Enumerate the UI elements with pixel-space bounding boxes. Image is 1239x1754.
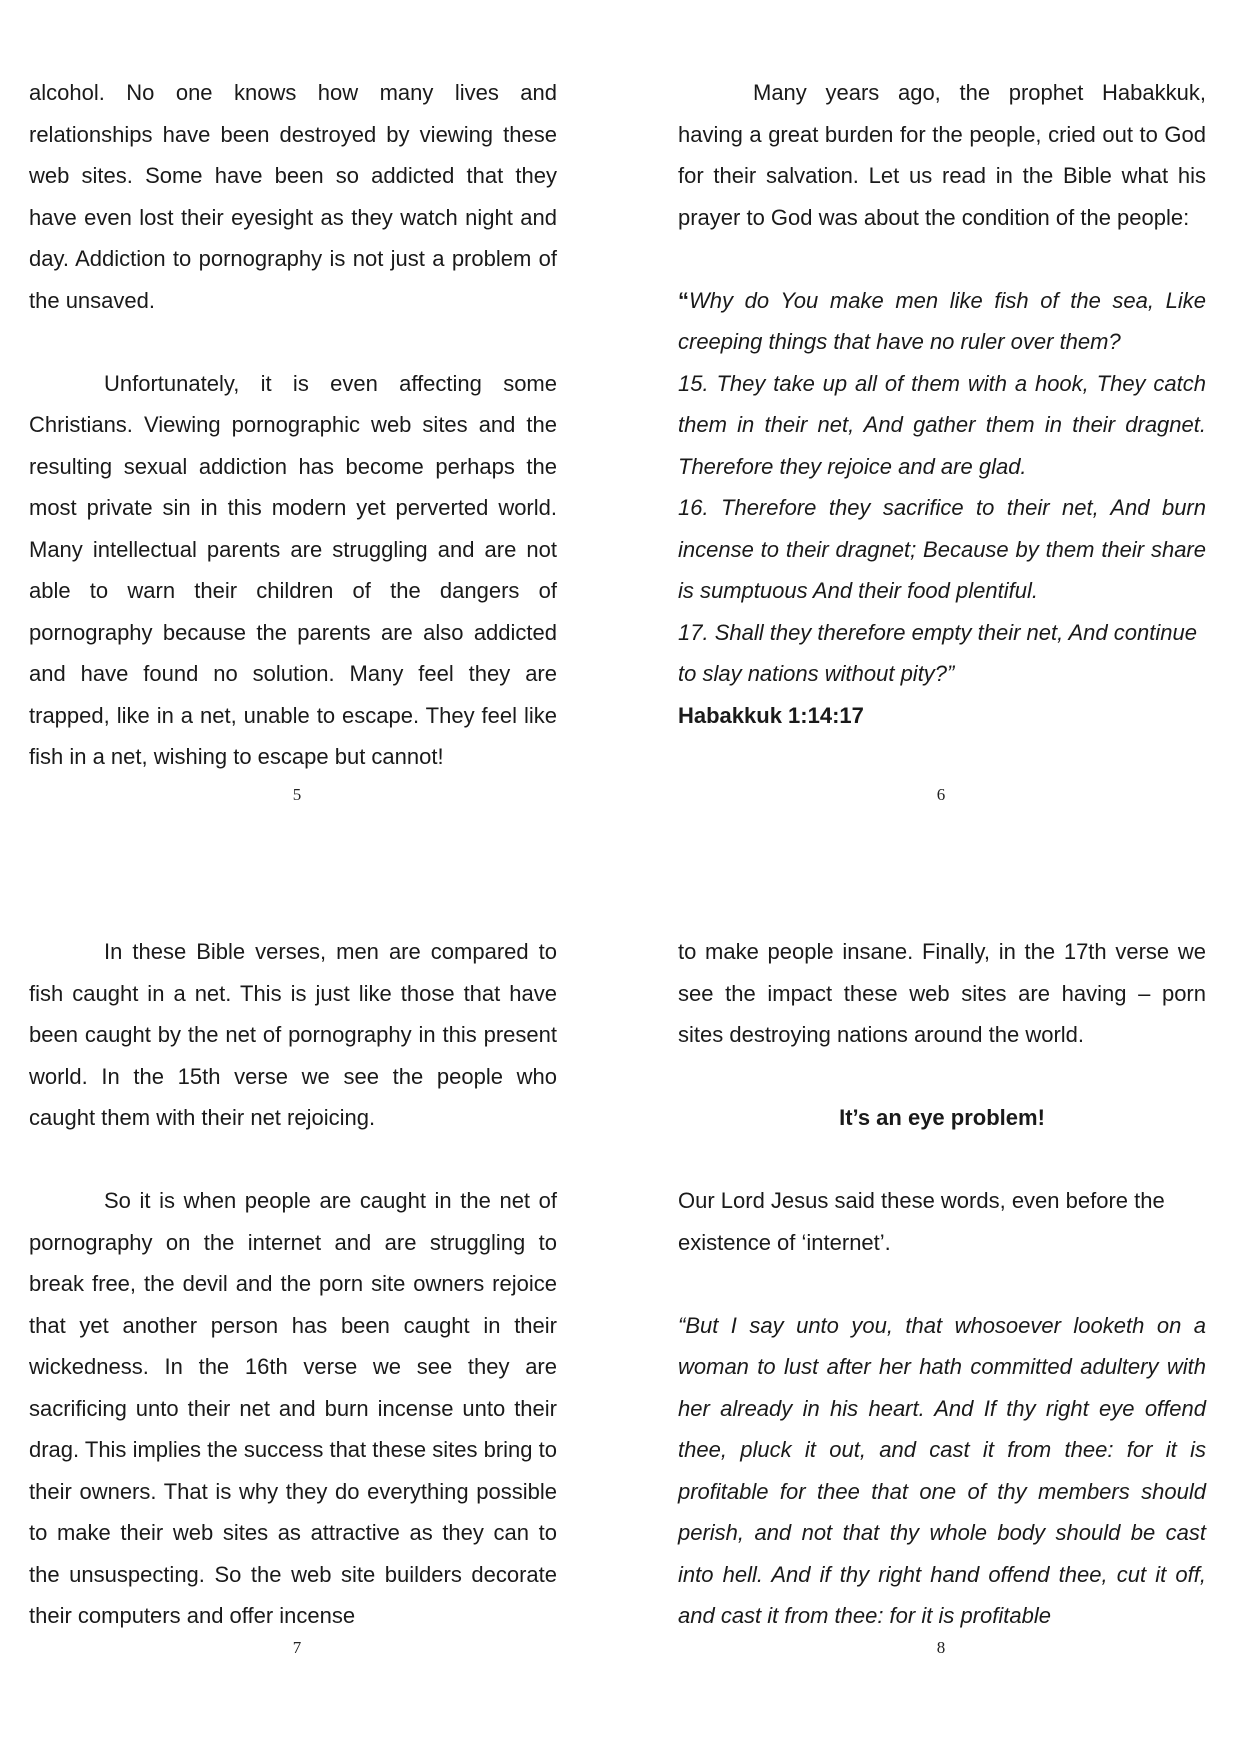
verse-14 [678,280,1206,363]
page7-paragraph-1: In these Bible verses, men are compared to fish caught in a net. This is just like those that have been caught by the net of pornography in this present world. In the 15th verse we see the people who caught them with their net rejoicing. [29,939,557,1130]
page7-paragraph-2: So it is when people are caught in the net of pornography on the internet and are struggling to break free, the devil and the porn site owners rejoice that yet another person has been caught in their wickedness. In the 16th verse we see they are sacrificing unto their net and burn incense unto their drag. This implies the success that these sites bring to their owners. That is why they do everything possible to make their web sites as attractive as they can to the unsuspecting. So the web site builders decorate their computers and offer incense [29,1188,557,1628]
paragraph-gap [678,1056,1206,1098]
paragraph-gap [29,1139,557,1181]
open-quote-mark: “ [678,287,689,313]
page8-paragraph-2: Our Lord Jesus said these words, even before the existence of ‘internet’. [678,1188,1165,1255]
paragraph-gap [29,321,557,363]
page6-paragraph-1: Many years ago, the prophet Habakkuk, having a great burden for the people, cried out to God for their salvation. Let us read in the Bible what his prayer to God was about the condition of the people: [678,80,1206,230]
paragraph-gap [678,1139,1206,1181]
paragraph-gap [678,1263,1206,1305]
page-number-8: 8 [936,1638,946,1657]
page-8 [678,931,1206,1637]
page-7 [29,931,557,1637]
paragraph-gap [678,238,1206,280]
page-number-6: 6 [936,785,946,804]
section-heading: It’s an eye problem! [839,1105,1045,1130]
verse-15: 15. They take up all of them with a hook, They catch them in their net, And gather them in their dragnet. Therefore they rejoice and are glad. [678,370,1206,479]
page-number-7: 7 [292,1638,302,1657]
page5-paragraph-1: alcohol. No one knows how many lives and relationships have been destroyed by viewing these web sites. Some have been so addicted that they have even lost their eyesight as they watch night and day. Addiction to pornography is not just a problem of the unsaved. [29,80,557,313]
verse-16: 16. Therefore they sacrifice to their net, And burn incense to their dragnet; Because by them their share is sumptuous And their food plentiful. [678,495,1206,603]
page8-paragraph-1: to make people insane. Finally, in the 17th verse we see the impact these web sites are having – porn sites destroying nations around the world. [678,939,1206,1047]
page5-paragraph-2: Unfortunately, it is even affecting some Christians. Viewing pornographic web sites and the resulting sexual addiction has become perhaps the most private sin in this modern yet perverted world. Many intellectual parents are struggling and are not able to warn their children of the dangers of pornography because the parents are also addicted and have found no solution. Many feel they are trapped, like in a net, unable to escape. They feel like fish in a net, wishing to escape but cannot! [29,370,557,769]
jesus-quote: “But I say unto you, that whosoever looketh on a woman to lust after her hath committed adultery with her already in his heart. And If thy right eye offend thee, pluck it out, and cast it from thee: for it is profitable for thee that one of thy members should perish, and not that thy whole body should be cast into hell. And if thy right hand offend thee, cut it off, and cast it from thee: for it is profitable [678,1312,1206,1628]
verse-14-text: Why do You make men like fish of the sea, Like creeping things that have no ruler over them? [678,287,1206,354]
verse-17: 17. Shall they therefore empty their net, And continue to slay nations without pity?” [678,619,1197,686]
page-6 [678,72,1206,736]
page-number-5: 5 [292,785,302,804]
scripture-reference: Habakkuk 1:14:17 [678,702,864,728]
page-5 [29,72,557,778]
